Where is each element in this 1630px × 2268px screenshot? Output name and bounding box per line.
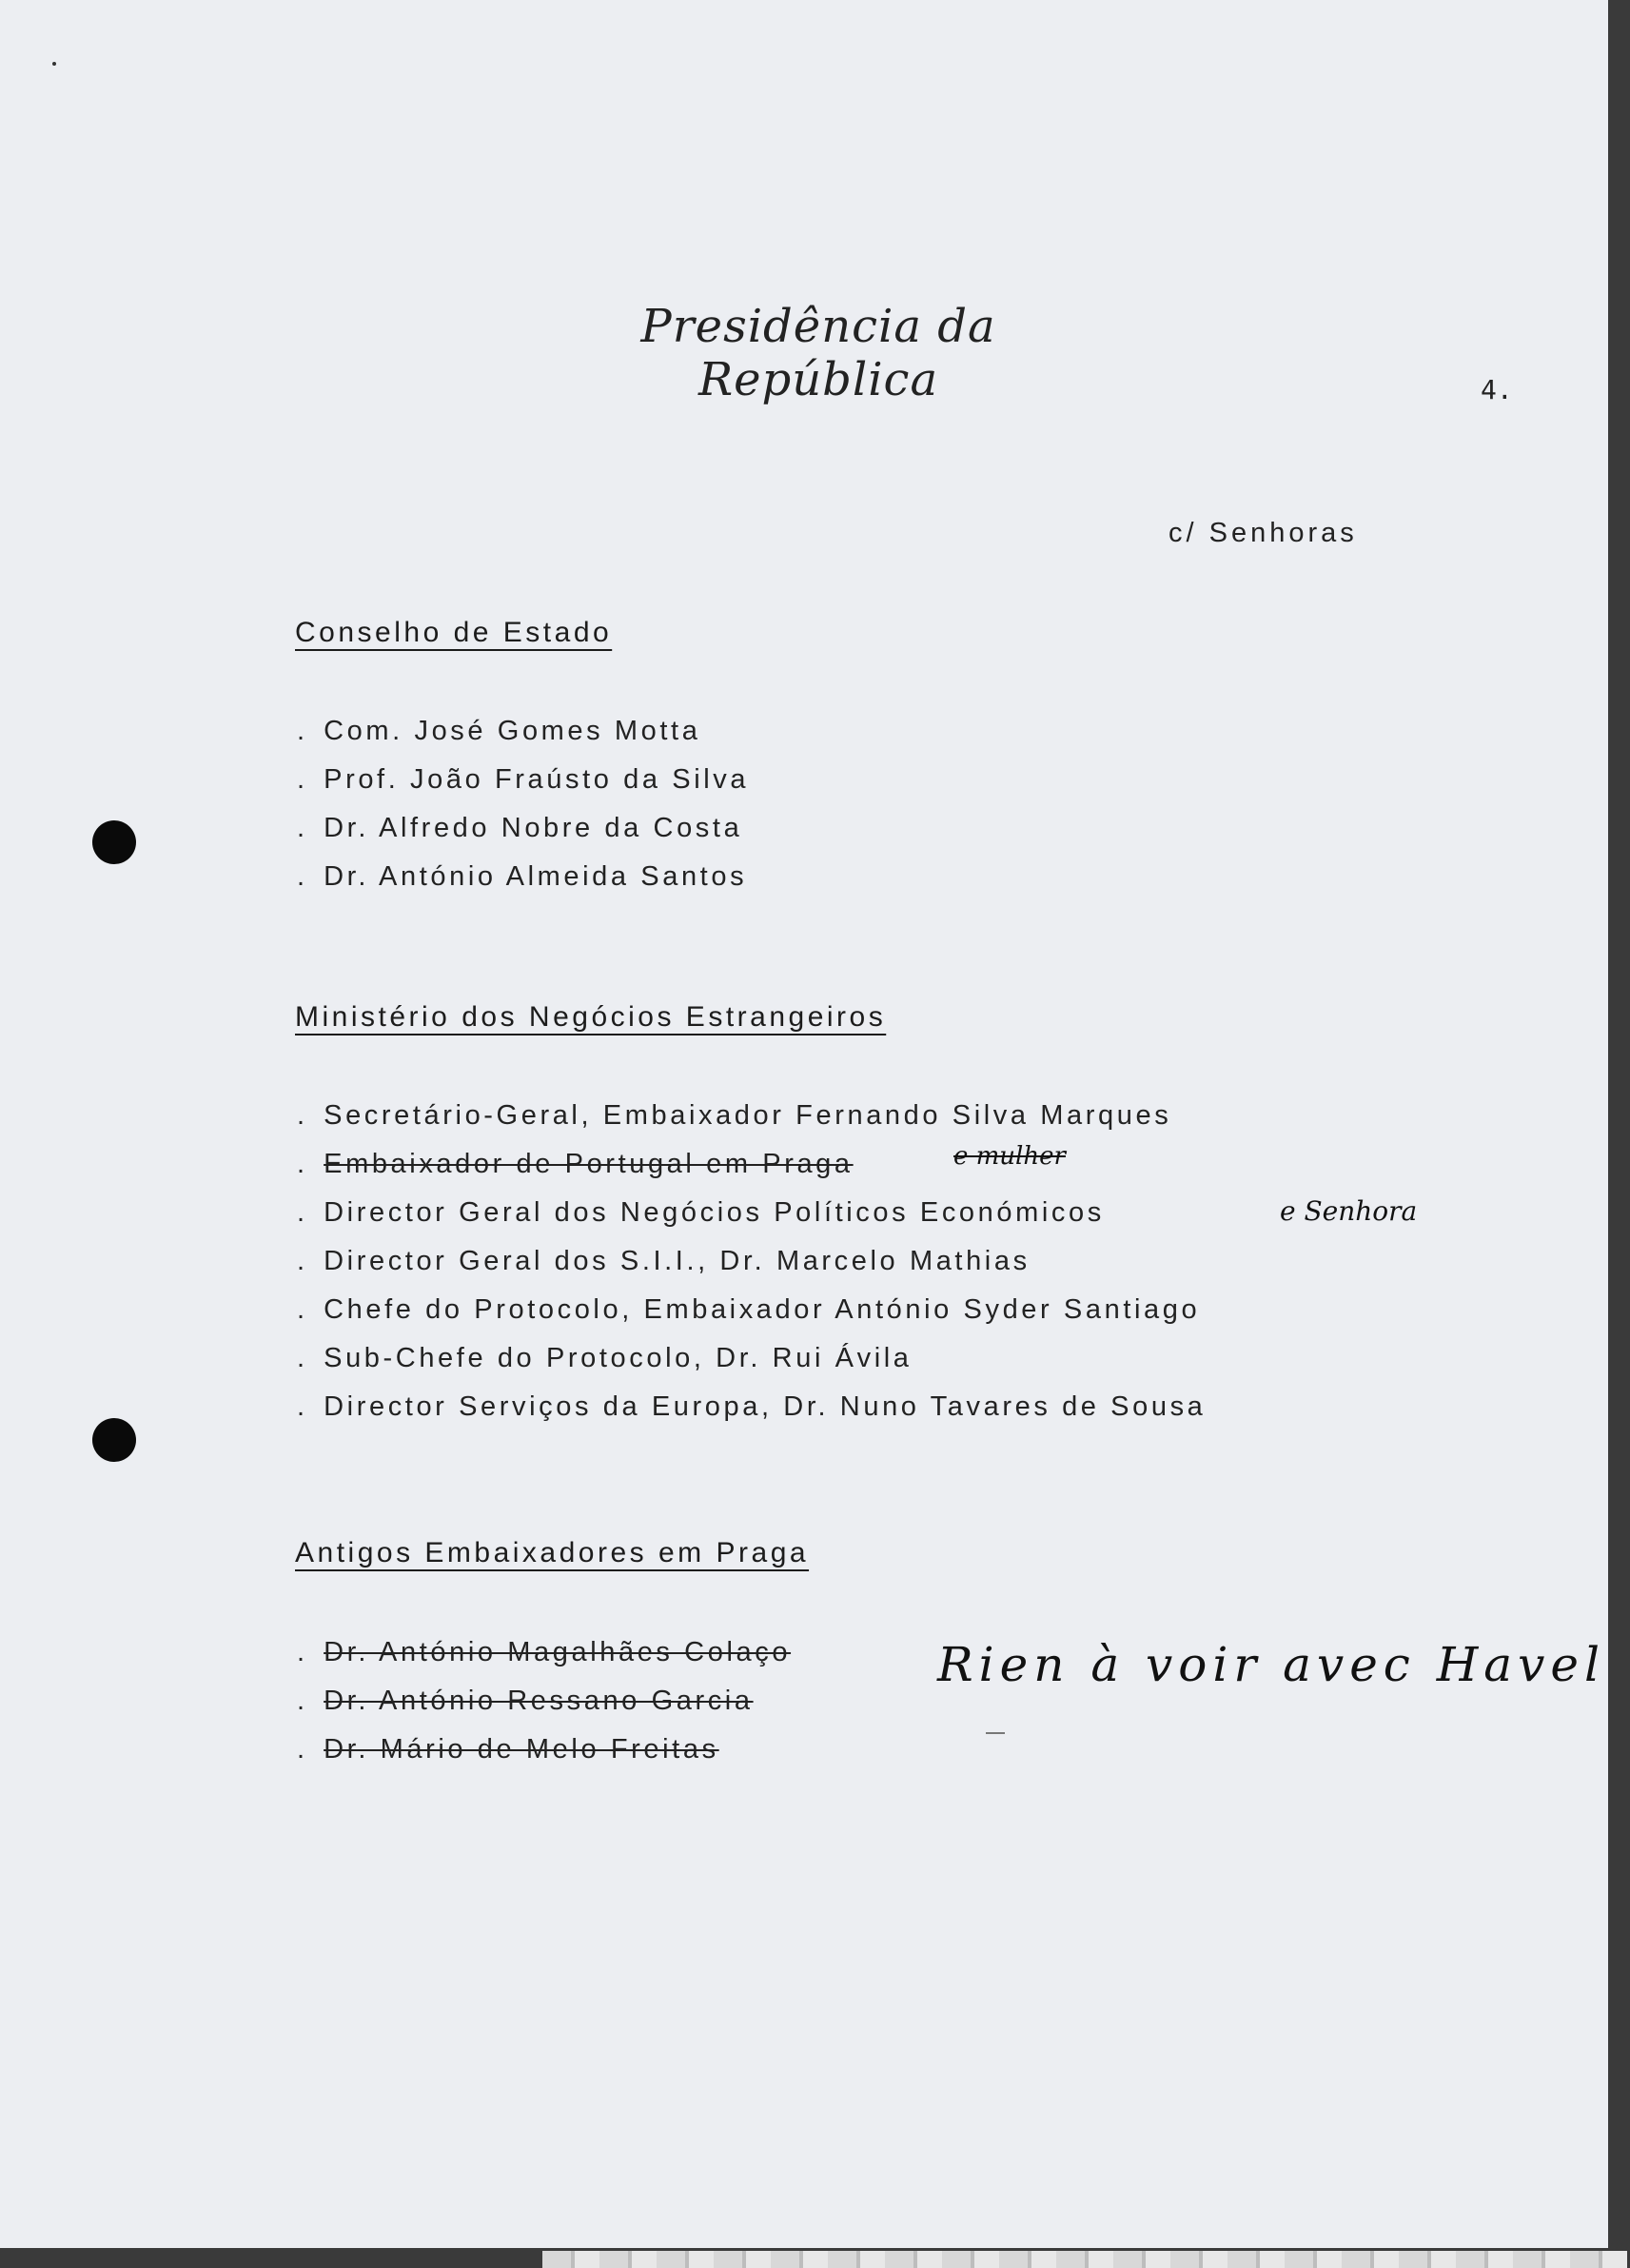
list-item-struck (297, 1726, 791, 1774)
struck-text: Dr. António Ressano Garcia (324, 1686, 754, 1716)
punch-hole-top (92, 820, 136, 864)
list-item-struck (297, 1140, 1206, 1189)
list-item: . Director Serviços da Europa, Dr. Nuno Tavares de Sousa (297, 1383, 1206, 1431)
list-item: . Director Geral dos S.I.I., Dr. Marcelo Mathias (297, 1237, 1206, 1286)
list-item: . Dr. Alfredo Nobre da Costa (297, 804, 749, 853)
section-heading-conselho: Conselho de Estado (295, 617, 613, 648)
list-item-struck (297, 1677, 791, 1726)
scanner-strip (542, 2251, 1627, 2268)
list-item: . Secretário-Geral, Embaixador Fernando Silva Marques (297, 1092, 1206, 1140)
section-heading-ministerio: Ministério dos Negócios Estrangeiros (295, 1001, 887, 1033)
list-item: . Prof. João Fraústo da Silva (297, 756, 749, 804)
list-item: . Com. José Gomes Motta (297, 707, 749, 756)
struck-text: Dr. António Magalhães Colaço (324, 1637, 792, 1667)
struck-text: Dr. Mário de Melo Freitas (324, 1734, 719, 1765)
page-number: 4. (1481, 374, 1513, 405)
punch-hole-bottom (92, 1418, 136, 1462)
guest-note: c/ Senhoras (1168, 518, 1358, 548)
list-item: . Director Geral dos Negócios Políticos Económicos (297, 1189, 1206, 1237)
conselho-list (297, 707, 749, 901)
letterhead: Presidência da República (640, 300, 996, 406)
handwritten-annotation: e Senhora (1280, 1195, 1418, 1227)
speck (52, 62, 56, 66)
handwritten-struck-annotation: e mulher (953, 1142, 1066, 1171)
struck-text: Embaixador de Portugal em Praga (324, 1149, 854, 1179)
list-item: . Sub-Chefe do Protocolo, Dr. Rui Ávila (297, 1334, 1206, 1383)
list-item-struck (297, 1628, 791, 1677)
handwritten-remark: Rien à voir avec Havel (937, 1637, 1605, 1692)
pen-mark (986, 1732, 1005, 1734)
antigos-list (297, 1628, 791, 1774)
list-item: . Dr. António Almeida Santos (297, 853, 749, 901)
list-item: . Chefe do Protocolo, Embaixador António Syder Santiago (297, 1286, 1206, 1334)
ministerio-list (297, 1092, 1206, 1431)
section-heading-antigos: Antigos Embaixadores em Praga (295, 1537, 810, 1568)
